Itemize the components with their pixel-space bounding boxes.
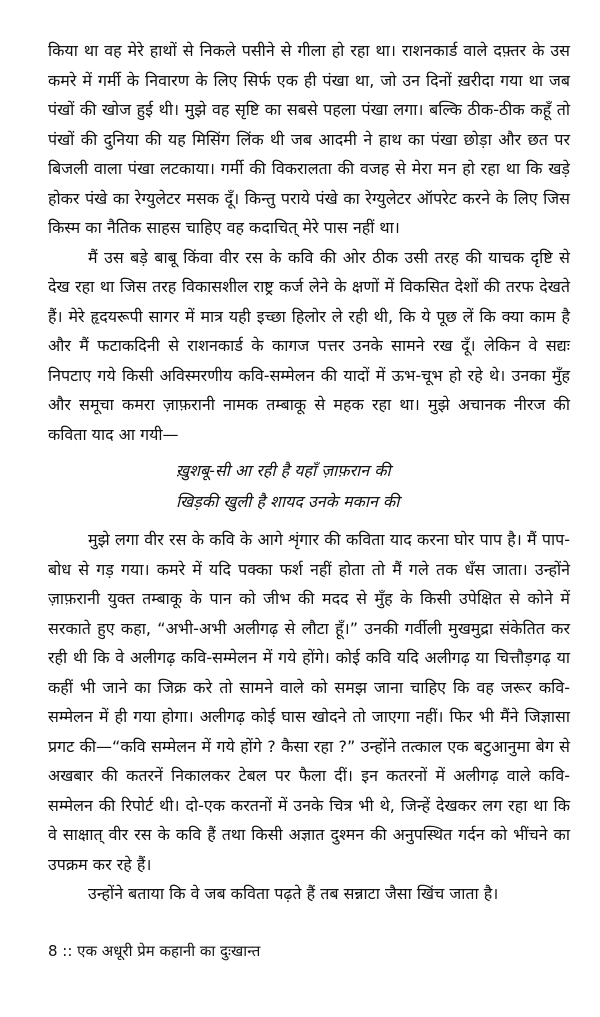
- poem-couplet: [48, 455, 570, 517]
- paragraph-1: किया था वह मेरे हाथों से निकले पसीने से गीला हो रहा था। राशनकार्ड वाले दफ़्तर के उस कमरे में गर्मी के निवारण के लिए सिर्फ एक ही पंखा था, जो उन दिनों ख़रीदा गया था जब पंखों की खोज हुई थी। मुझे वह सृष्टि का सबसे पहला पंखा लगा। बल्कि ठीक-ठीक कहूँ तो पंखों की दुनिया की यह मिसिंग लिंक थी जब आदमी ने हाथ का पंखा छोड़ा और छत पर बिजली वाला पंखा लटकाया। गर्मी की विकरालता की वजह से मेरा मन हो रहा था कि खड़े होकर पंखे का रेग्युलेटर मसक दूँ। किन्तु पराये पंखे का रेग्युलेटर ऑपरेट करने के लिए जिस किस्म का नैतिक साहस चाहिए वह कदाचित् मेरे पास नहीं था।: [48, 41, 570, 237]
- paragraph-2: मैं उस बड़े बाबू किंवा वीर रस के कवि की ओर ठीक उसी तरह की याचक दृष्टि से देख रहा था जिस तरह विकासशील राष्ट्र कर्ज लेने के क्षणों में विकसित देशों की तरफ देखते हैं। मेरे हृदयरूपी सागर में मात्र यही इच्छा हिलोर ले रही थी, कि ये पूछ लें कि क्या काम है और मैं फटाकदिनी से राशनकार्ड के कागज पत्तर उनके सामने रख दूँ। लेकिन वे सद्यः निपटाए गये किसी अविस्मरणीय कवि-सम्मेलन की यादों में ऊभ-चूभ हो रहे थे। उनका मुँह और समूचा कमरा ज़ाफ़रानी नामक तम्बाकू से महक रहा था। मुझे अचानक नीरज की कविता याद आ गयी—: [48, 247, 570, 444]
- poem-line-1: ख़ुशबू-सी आ रही है यहाँ ज़ाफ़रान की: [176, 461, 391, 480]
- poem-line-2: खिड़की खुली है शायद उनके मकान की: [176, 492, 400, 511]
- paragraph-4: उन्होंने बताया कि वे जब कविता पढ़ते हैं तब सन्नाटा जैसा खिंच जाता है।: [88, 884, 499, 903]
- page-footer: 8 :: एक अधूरी प्रेम कहानी का दुःखान्त: [48, 942, 261, 960]
- paragraph-3: मुझे लगा वीर रस के कवि के आगे शृंगार की कविता याद करना घोर पाप है। मैं पाप-बोध से गड़ गया। कमरे में यदि पक्का फर्श नहीं होता तो मैं गले तक धँस जाता। उन्होंने ज़ाफ़रानी युक्त तम्बाकू के पान को जीभ की मदद से मुँह के किसी उपेक्षित से कोने में सरकाते हुए कहा, “अभी-अभी अलीगढ़ से लौटा हूँ।” उनकी गर्वीली मुखमुद्रा संकेतित कर रही थी कि वे अलीगढ़ कवि-सम्मेलन में गये होंगे। कोई कवि यदि अलीगढ़ या चित्तौड़गढ़ या कहीं भी जाने का जिक्र करे तो सामने वाले को समझ जाना चाहिए कि वह जरूर कवि-सम्मेलन में ही गया होगा। अलीगढ़ कोई घास खोदने तो जाएगा नहीं। फिर भी मैंने जिज्ञासा प्रगट की—“कवि सम्मेलन में गये होंगे ? कैसा रहा ?” उन्होंने तत्काल एक बटुआनुमा बेग से अखबार की कतरनें निकालकर टेबल पर फैला दीं। इन कतरनों में अलीगढ़ वाले कवि-सम्मेलन की रिपोर्ट थी। दो-एक करतनों में उनके चित्र भी थे, जिन्हें देखकर लग रहा था कि वे साक्षात् वीर रस के कवि हैं तथा किसी अज्ञात दुश्मन की अनुपस्थित गर्दन को भींचने का उपक्रम कर रहे हैं।: [48, 530, 570, 874]
- page-body: [48, 36, 570, 909]
